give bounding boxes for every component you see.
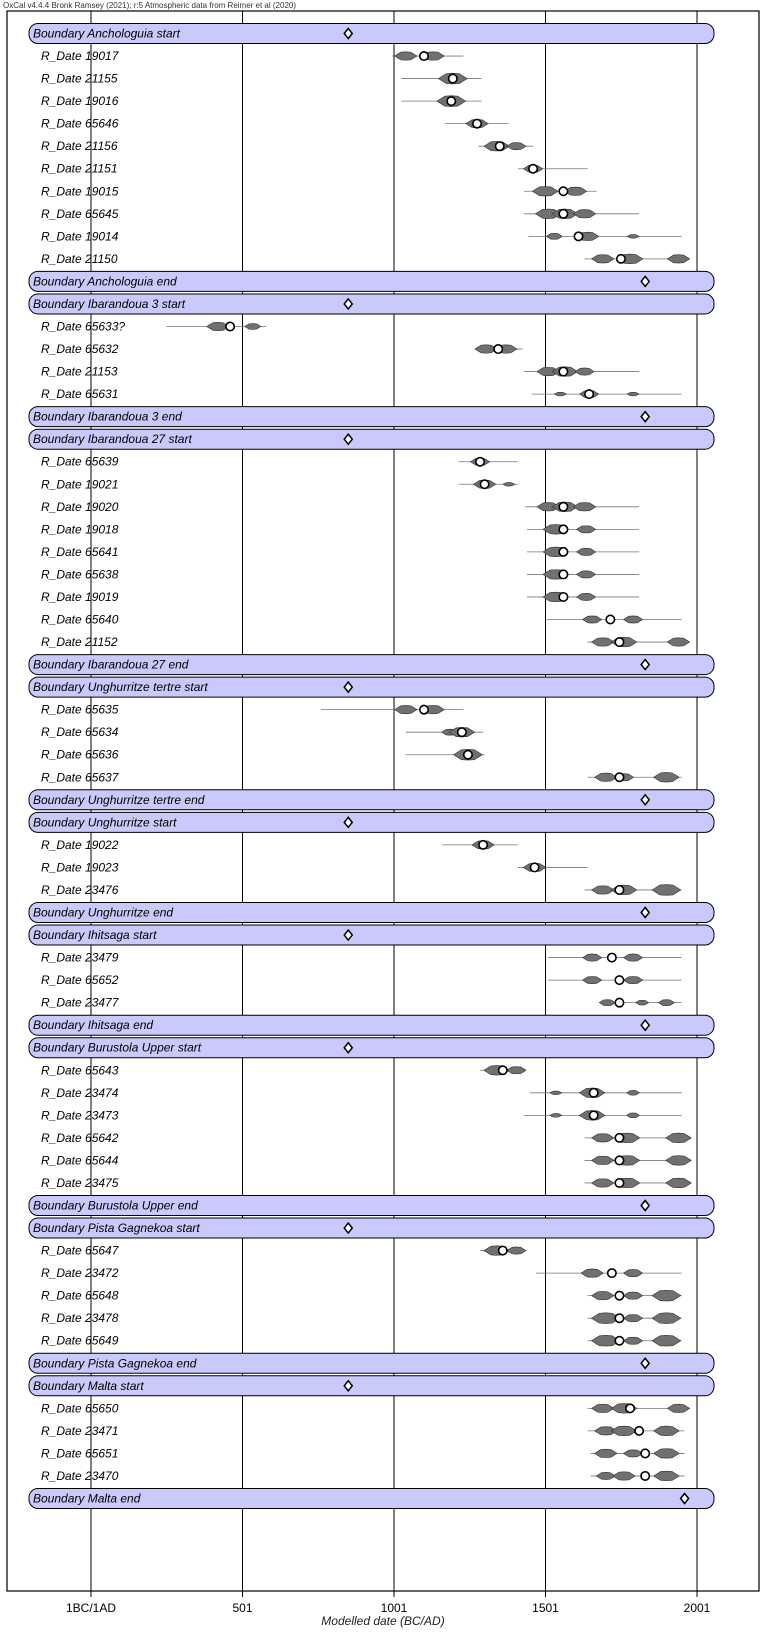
- date-row: [41, 1244, 526, 1258]
- boundary-row: [29, 1353, 714, 1373]
- date-row: [41, 1424, 685, 1438]
- median-marker: [615, 886, 623, 894]
- date-label: R_Date 65652: [41, 973, 119, 988]
- date-row: [41, 72, 482, 86]
- date-label: R_Date 23479: [41, 950, 119, 965]
- posterior-distribution: [599, 1000, 615, 1006]
- posterior-distribution: [573, 503, 595, 511]
- median-marker: [615, 1337, 623, 1345]
- date-label: R_Date 21150: [41, 251, 118, 266]
- boundary-row: [29, 677, 714, 697]
- posterior-distribution: [592, 1179, 614, 1187]
- date-row: [41, 207, 639, 221]
- x-axis: [66, 1591, 711, 1615]
- date-row: [41, 320, 266, 334]
- date-label: R_Date 19019: [41, 589, 119, 604]
- date-label: R_Date 65648: [41, 1288, 119, 1303]
- median-marker: [617, 255, 625, 263]
- boundary-label: Boundary Anchologuia end: [33, 274, 177, 289]
- posterior-distribution: [554, 392, 566, 396]
- median-marker: [496, 142, 504, 150]
- median-marker: [615, 976, 623, 984]
- posterior-distribution: [627, 235, 639, 239]
- date-row: [41, 455, 518, 469]
- posterior-distribution: [623, 1292, 642, 1299]
- date-label: R_Date 23475: [41, 1175, 119, 1190]
- posterior-distribution: [666, 1178, 692, 1188]
- median-marker: [606, 615, 614, 623]
- boundary-row: [29, 790, 714, 810]
- posterior-distribution: [667, 255, 689, 263]
- median-marker: [559, 187, 567, 195]
- date-label: R_Date 65651: [41, 1446, 119, 1461]
- median-marker: [559, 570, 567, 578]
- median-marker: [608, 953, 616, 961]
- date-label: R_Date 23477: [41, 995, 119, 1010]
- posterior-distribution: [507, 1067, 526, 1074]
- median-marker: [479, 841, 487, 849]
- date-label: R_Date 21151: [41, 161, 118, 176]
- x-tick-label: 1001: [380, 1601, 408, 1615]
- median-marker: [608, 1269, 616, 1277]
- date-row: [41, 770, 682, 784]
- date-label: R_Date 65634: [41, 725, 119, 740]
- boundary-row: [29, 1489, 714, 1509]
- median-marker: [559, 210, 567, 218]
- posterior-distribution: [636, 1000, 649, 1005]
- date-label: R_Date 65635: [41, 702, 119, 717]
- x-tick-label: 501: [232, 1601, 253, 1615]
- median-marker: [615, 1291, 623, 1299]
- posterior-distribution: [666, 1133, 692, 1143]
- posterior-distribution: [652, 885, 681, 896]
- date-label: R_Date 65643: [41, 1063, 119, 1078]
- boundary-label: Boundary Ihitsaga start: [33, 928, 157, 943]
- date-row: [41, 1176, 691, 1190]
- posterior-distribution: [592, 886, 614, 894]
- date-label: R_Date 65642: [41, 1130, 119, 1145]
- posterior-distribution: [623, 1270, 642, 1277]
- median-marker: [464, 751, 472, 759]
- median-marker: [559, 593, 567, 601]
- date-row: [41, 1086, 682, 1100]
- date-label: R_Date 21156: [41, 139, 118, 154]
- date-label: R_Date 65640: [41, 612, 119, 627]
- boundary-label: Boundary Unghurritze start: [33, 815, 177, 830]
- posterior-distribution: [592, 1404, 614, 1412]
- posterior-distribution: [503, 482, 515, 486]
- posterior-distribution: [550, 1114, 562, 1118]
- x-axis-label: Modelled date (BC/AD): [321, 1614, 445, 1628]
- date-label: R_Date 23473: [41, 1108, 119, 1123]
- date-label: R_Date 23474: [41, 1085, 119, 1100]
- boundary-row: [29, 429, 714, 449]
- median-marker: [615, 1179, 623, 1187]
- date-label: R_Date 19022: [41, 837, 119, 852]
- median-marker: [559, 548, 567, 556]
- boundary-row: [29, 271, 714, 291]
- median-marker: [559, 525, 567, 533]
- date-row: [41, 613, 682, 627]
- median-marker: [499, 1066, 507, 1074]
- date-label: R_Date 65641: [41, 544, 119, 559]
- date-label: R_Date 65647: [41, 1243, 119, 1258]
- boundary-label: Boundary Burustola Upper end: [33, 1198, 198, 1213]
- date-row: [41, 477, 518, 491]
- posterior-distribution: [575, 368, 594, 375]
- date-row: [41, 1289, 682, 1303]
- boundary-label: Boundary Ibarandoua 27 end: [33, 657, 189, 672]
- boundary-label: Boundary Ihitsaga end: [33, 1018, 154, 1033]
- median-marker: [626, 1404, 634, 1412]
- oxcal-header: OxCal v4.4.4 Bronk Ramsey (2021); r:5 Atmospheric data from Reimer et al (2020): [3, 1, 297, 10]
- date-label: R_Date 65632: [41, 342, 119, 357]
- posterior-distribution: [666, 1156, 692, 1166]
- posterior-distribution: [245, 324, 261, 330]
- median-marker: [641, 1449, 649, 1457]
- date-row: [41, 387, 682, 401]
- posterior-distribution: [507, 143, 526, 150]
- date-row: [41, 229, 682, 243]
- median-marker: [615, 638, 623, 646]
- posterior-distribution: [592, 1291, 614, 1299]
- median-marker: [447, 97, 455, 105]
- date-label: R_Date 23476: [41, 882, 119, 897]
- median-marker: [615, 1314, 623, 1322]
- median-marker: [499, 1246, 507, 1254]
- boundary-label: Boundary Unghurritze end: [33, 905, 174, 920]
- date-row: [41, 1401, 690, 1415]
- boundary-label: Boundary Pista Gagnekoa start: [33, 1221, 200, 1236]
- date-label: R_Date 23470: [41, 1468, 119, 1483]
- posterior-distribution: [577, 593, 596, 600]
- date-label: R_Date 65639: [41, 454, 119, 469]
- posterior-distribution: [592, 1156, 614, 1164]
- boundary-label: Boundary Anchologuia start: [33, 26, 180, 41]
- date-label: R_Date 19020: [41, 499, 119, 514]
- median-marker: [226, 322, 234, 330]
- posterior-distribution: [613, 1472, 635, 1480]
- posterior-distribution: [623, 977, 642, 984]
- date-row: [41, 1311, 682, 1325]
- median-marker: [449, 74, 457, 82]
- posterior-distribution: [395, 52, 417, 60]
- boundary-row: [29, 1015, 714, 1035]
- median-marker: [420, 705, 428, 713]
- posterior-distribution: [658, 1000, 674, 1006]
- boundary-row: [29, 1038, 714, 1058]
- posterior-distribution: [623, 1315, 642, 1322]
- date-row: [41, 1108, 682, 1122]
- date-label: R_Date 65646: [41, 116, 119, 131]
- median-marker: [476, 458, 484, 466]
- date-label: R_Date 65631: [41, 387, 119, 402]
- posterior-distribution: [611, 1426, 637, 1436]
- date-row: [41, 567, 639, 581]
- boundary-label: Boundary Burustola Upper start: [33, 1040, 202, 1055]
- boundary-row: [29, 407, 714, 427]
- date-row: [41, 184, 597, 198]
- date-label: R_Date 65645: [41, 206, 119, 221]
- date-label: R_Date 65649: [41, 1333, 119, 1348]
- posterior-distribution: [550, 1091, 562, 1095]
- boundary-row: [29, 925, 714, 945]
- date-row: [41, 748, 485, 762]
- median-marker: [559, 503, 567, 511]
- posterior-distribution: [507, 1247, 526, 1254]
- median-marker: [473, 119, 481, 127]
- date-label: R_Date 19021: [41, 477, 119, 492]
- boundary-row: [29, 1376, 714, 1396]
- date-label: R_Date 19017: [41, 49, 119, 64]
- median-marker: [615, 773, 623, 781]
- date-row: [41, 522, 639, 536]
- median-marker: [589, 1089, 597, 1097]
- posterior-distribution: [577, 548, 596, 555]
- date-label: R_Date 23478: [41, 1311, 119, 1326]
- boundary-row: [29, 1196, 714, 1216]
- posterior-distribution: [623, 1450, 642, 1457]
- posterior-distribution: [654, 772, 680, 782]
- date-row: [41, 500, 639, 514]
- date-label: R_Date 19016: [41, 94, 119, 109]
- date-label: R_Date 21155: [41, 71, 118, 86]
- posterior-distribution: [623, 954, 642, 961]
- date-row: [41, 94, 482, 108]
- posterior-distribution: [395, 705, 417, 713]
- date-row: [41, 590, 639, 604]
- date-label: R_Date 19015: [41, 184, 119, 199]
- x-tick-label: 2001: [683, 1601, 711, 1615]
- posterior-distribution: [577, 571, 596, 578]
- posterior-distribution: [654, 1426, 680, 1436]
- posterior-distribution: [583, 977, 602, 984]
- date-row: [41, 973, 682, 987]
- date-label: R_Date 65633?: [41, 319, 126, 334]
- date-label: R_Date 19014: [41, 229, 119, 244]
- boundary-label: Boundary Malta start: [33, 1378, 144, 1393]
- date-label: R_Date 21152: [41, 635, 118, 650]
- date-label: R_Date 23472: [41, 1266, 119, 1281]
- boundary-label: Boundary Ibarandoua 3 start: [33, 296, 186, 311]
- median-marker: [420, 52, 428, 60]
- median-marker: [458, 728, 466, 736]
- date-row: [41, 545, 639, 559]
- median-marker: [585, 390, 593, 398]
- date-row: [41, 1153, 691, 1167]
- posterior-distribution: [546, 233, 562, 239]
- date-label: R_Date 19018: [41, 522, 119, 537]
- date-label: R_Date 19023: [41, 860, 119, 875]
- posterior-distribution: [595, 773, 617, 781]
- posterior-distribution: [583, 954, 602, 961]
- date-row: [41, 838, 518, 852]
- median-marker: [615, 1134, 623, 1142]
- posterior-distribution: [654, 1471, 680, 1481]
- date-row: [41, 725, 483, 739]
- date-label: R_Date 21153: [41, 364, 118, 379]
- date-row: [41, 139, 533, 153]
- posterior-distribution: [627, 1090, 640, 1095]
- date-row: [41, 1334, 682, 1348]
- posterior-distribution: [667, 1404, 689, 1412]
- median-marker: [615, 1156, 623, 1164]
- posterior-distribution: [595, 1449, 617, 1457]
- median-marker: [494, 345, 502, 353]
- date-row: [41, 365, 639, 379]
- posterior-distribution: [623, 1337, 642, 1344]
- date-row: [41, 117, 509, 131]
- posterior-distribution: [652, 1313, 681, 1324]
- date-row: [41, 996, 682, 1010]
- boundary-label: Boundary Pista Gagnekoa end: [33, 1356, 197, 1371]
- median-marker: [480, 480, 488, 488]
- posterior-distribution: [627, 1113, 640, 1118]
- boundary-row: [29, 812, 714, 832]
- median-marker: [641, 1472, 649, 1480]
- date-label: R_Date 65638: [41, 567, 119, 582]
- boundary-row: [29, 294, 714, 314]
- date-label: R_Date 65650: [41, 1401, 119, 1416]
- posterior-distribution: [581, 1269, 603, 1277]
- posterior-distribution: [592, 638, 614, 646]
- median-marker: [530, 863, 538, 871]
- median-marker: [615, 998, 623, 1006]
- date-label: R_Date 23471: [41, 1423, 119, 1438]
- posterior-distribution: [532, 186, 558, 196]
- date-row: [41, 635, 690, 649]
- boundary-label: Boundary Unghurritze tertre start: [33, 680, 208, 695]
- boundary-label: Boundary Ibarandoua 3 end: [33, 409, 182, 424]
- boundary-label: Boundary Unghurritze tertre end: [33, 792, 205, 807]
- boundary-row: [29, 903, 714, 923]
- date-row: [41, 49, 463, 63]
- median-marker: [529, 165, 537, 173]
- posterior-distribution: [652, 1290, 681, 1301]
- posterior-distribution: [583, 616, 602, 623]
- date-row: [41, 1063, 526, 1077]
- x-tick-label: 1501: [532, 1601, 559, 1615]
- posterior-distribution: [623, 616, 642, 623]
- posterior-distribution: [667, 638, 689, 646]
- date-row: [41, 1469, 685, 1483]
- posterior-distribution: [652, 1335, 681, 1346]
- boundary-label: Boundary Ibarandoua 27 start: [33, 432, 192, 447]
- posterior-distribution: [573, 210, 595, 218]
- date-row: [41, 703, 463, 717]
- date-row: [41, 883, 682, 897]
- date-row: [41, 1266, 682, 1280]
- plot-rows: [29, 24, 714, 1509]
- median-marker: [589, 1111, 597, 1119]
- date-label: R_Date 65637: [41, 770, 119, 785]
- date-row: [41, 342, 522, 356]
- posterior-distribution: [577, 526, 596, 533]
- date-label: R_Date 65644: [41, 1153, 119, 1168]
- posterior-distribution: [627, 392, 639, 396]
- median-marker: [559, 367, 567, 375]
- posterior-distribution: [592, 255, 614, 263]
- median-marker: [635, 1427, 643, 1435]
- x-tick-label: 1BC/1AD: [65, 1601, 117, 1615]
- posterior-distribution: [592, 1134, 614, 1142]
- boundary-row: [29, 24, 714, 44]
- boundary-row: [29, 1218, 714, 1238]
- date-row: [41, 951, 682, 965]
- date-row: [41, 252, 690, 266]
- boundary-label: Boundary Malta end: [33, 1491, 141, 1506]
- boundary-row: [29, 655, 714, 675]
- date-row: [41, 1446, 685, 1460]
- date-label: R_Date 65636: [41, 747, 119, 762]
- median-marker: [574, 232, 582, 240]
- date-row: [41, 860, 588, 874]
- date-row: [41, 1131, 691, 1145]
- date-row: [41, 162, 588, 176]
- posterior-distribution: [654, 1449, 680, 1459]
